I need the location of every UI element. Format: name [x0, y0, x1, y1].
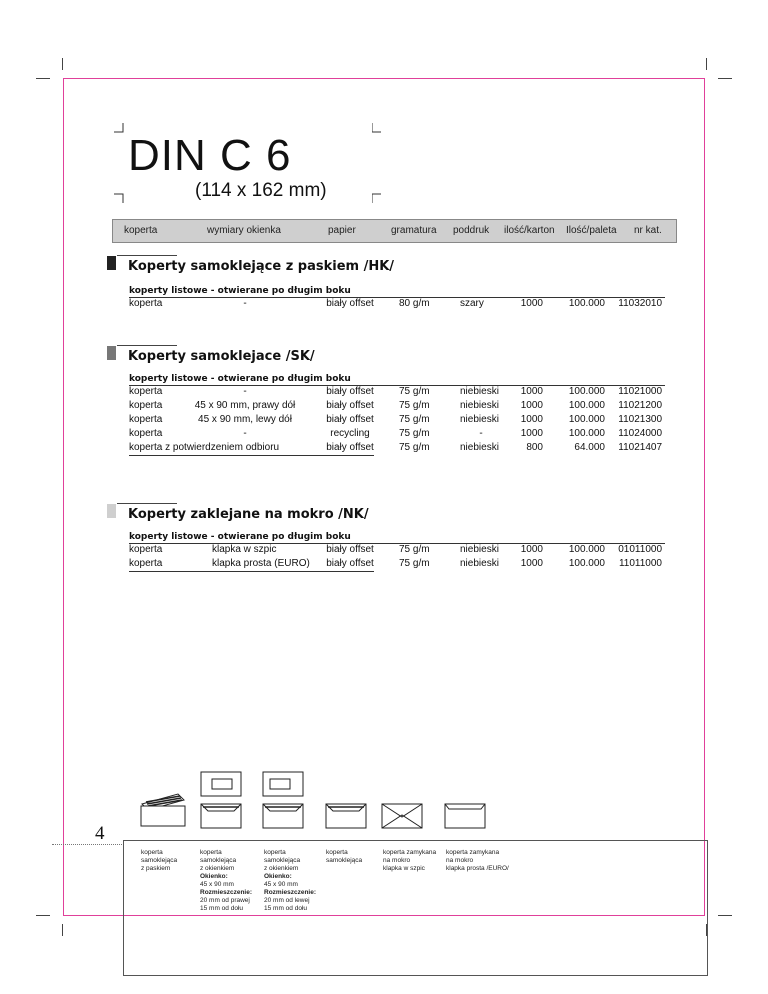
legend-item [446, 849, 509, 873]
cell-paleta: 100.000 [568, 428, 605, 439]
cell-papier: recycling [330, 428, 370, 439]
legend-item [264, 849, 316, 913]
cell-nr: 01011000 [618, 544, 662, 555]
cell-poddruk: niebieski [460, 544, 499, 555]
header-ilosc-karton: ilość/karton [504, 225, 555, 236]
cell-poddruk: szary [460, 298, 484, 309]
cell-karton: 1000 [520, 400, 543, 411]
section-subtitle: koperty listowe - otwierane po długim boku [129, 374, 351, 384]
legend-line: koperta [200, 849, 222, 856]
legend-line: na mokro [446, 857, 474, 864]
legend-line: z paskiem [141, 865, 171, 872]
cell-gramatura: 80 g/m [399, 298, 430, 309]
legend-item [326, 849, 362, 865]
cell-paleta: 100.000 [568, 558, 605, 569]
cell-papier: biały offset [326, 414, 374, 425]
section-subtitle: koperty listowe - otwierane po długim boku [129, 532, 351, 542]
crop-mark [36, 78, 50, 79]
section-marker [107, 256, 116, 270]
crop-mark [718, 78, 732, 79]
legend-line: koperta zamykana [446, 849, 500, 856]
cell-gramatura: 75 g/m [399, 386, 430, 397]
row-divider [129, 455, 374, 456]
cell-nr: 11024000 [618, 428, 662, 439]
legend-line: koperta zamykana [383, 849, 437, 856]
legend-label: Rozmieszczenie: [200, 889, 253, 896]
cell-papier: biały offset [326, 558, 374, 569]
legend-line: na mokro [383, 857, 411, 864]
legend-label: Rozmieszczenie: [264, 889, 317, 896]
section-rule [117, 345, 177, 346]
legend-line: koperta [326, 849, 348, 856]
cell-gramatura: 75 g/m [399, 428, 430, 439]
legend-label: Okienko: [200, 873, 228, 880]
cell-nr: 11021000 [618, 386, 662, 397]
envelope-window-left-icon [262, 771, 304, 829]
cell-gramatura: 75 g/m [399, 442, 430, 453]
crop-mark [36, 915, 50, 916]
cell-karton: 1000 [520, 544, 543, 555]
cell-koperta: koperta [129, 414, 163, 425]
cell-karton: 1000 [520, 298, 543, 309]
envelope-strip-icon [138, 790, 188, 828]
cell-wymiary: - [243, 428, 247, 439]
cell-wymiary: 45 x 90 mm, prawy dół [194, 400, 296, 411]
section-rule [117, 255, 177, 256]
legend-line: z okienkiem [264, 865, 299, 872]
legend-line: 20 mm od prawej [200, 897, 250, 904]
cell-poddruk: niebieski [460, 442, 499, 453]
cell-koperta: koperta [129, 544, 163, 555]
title-bracket [114, 193, 124, 203]
crop-mark [706, 58, 707, 70]
legend-label: Okienko: [264, 873, 292, 880]
cell-poddruk: niebieski [460, 400, 499, 411]
section-title: Koperty samoklejace /SK/ [128, 349, 315, 364]
title-bracket [372, 123, 382, 133]
envelope-straight-flap-icon [444, 803, 486, 829]
cell-koperta: koperta [129, 386, 163, 397]
envelope-selfseal-icon [325, 803, 367, 829]
envelope-pointed-flap-icon [381, 803, 423, 829]
cell-papier: biały offset [326, 400, 374, 411]
header-gramatura: gramatura [391, 225, 437, 236]
legend-line: klapka w szpic [383, 865, 425, 872]
cell-nr: 11021407 [618, 442, 662, 453]
legend-line: 15 mm od dołu [264, 905, 307, 912]
legend-line: 45 x 90 mm [264, 881, 298, 888]
title-bracket [372, 193, 382, 203]
cell-poddruk: - [479, 428, 483, 439]
cell-karton: 1000 [520, 558, 543, 569]
dotted-rule [52, 844, 124, 845]
crop-mark [62, 924, 63, 936]
cell-karton: 1000 [520, 386, 543, 397]
cell-paleta: 64.000 [574, 442, 605, 453]
section-marker [107, 504, 116, 518]
page-subtitle: (114 x 162 mm) [195, 180, 327, 201]
legend-item [141, 849, 177, 873]
cell-poddruk: niebieski [460, 386, 499, 397]
cell-wymiary: 45 x 90 mm, lewy dół [198, 414, 292, 425]
title-bracket [114, 123, 124, 133]
cell-karton: 1000 [520, 428, 543, 439]
section-title: Koperty zaklejane na mokro /NK/ [128, 507, 369, 522]
cell-paleta: 100.000 [568, 544, 605, 555]
header-nr-kat: nr kat. [634, 225, 662, 236]
crop-mark [718, 915, 732, 916]
legend-line: koperta [141, 849, 163, 856]
legend-line: samoklejąca [200, 857, 237, 864]
cell-papier: biały offset [326, 386, 374, 397]
cell-wymiary: klapka w szpic [212, 544, 277, 555]
cell-papier: biały offset [326, 544, 374, 555]
cell-paleta: 100.000 [568, 414, 605, 425]
row-divider [129, 571, 374, 572]
header-ilosc-paleta: Ilość/paleta [566, 225, 617, 236]
cell-paleta: 100.000 [568, 400, 605, 411]
cell-koperta: koperta z potwierdzeniem odbioru [129, 442, 280, 453]
legend-line: koperta [264, 849, 286, 856]
cell-koperta: koperta [129, 428, 163, 439]
legend-line: z okienkiem [200, 865, 235, 872]
cell-gramatura: 75 g/m [399, 400, 430, 411]
cell-koperta: koperta [129, 400, 163, 411]
legend-line: klapka prosta /EURO/ [446, 865, 509, 872]
cell-nr: 11011000 [618, 558, 662, 569]
legend-line: 15 mm od dołu [200, 905, 243, 912]
cell-koperta: koperta [129, 558, 163, 569]
cell-poddruk: niebieski [460, 414, 499, 425]
legend-line: samoklejąca [264, 857, 301, 864]
legend-item [383, 849, 436, 873]
cell-wymiary: - [243, 298, 247, 309]
cell-karton: 800 [526, 442, 543, 453]
page-title: DIN C 6 [128, 131, 292, 180]
legend-line: samoklejąca [326, 857, 363, 864]
header-papier: papier [328, 225, 356, 236]
cell-nr: 11032010 [618, 298, 662, 309]
legend-item [200, 849, 252, 913]
cell-karton: 1000 [520, 414, 543, 425]
legend-line: samoklejąca [141, 857, 178, 864]
envelope-window-right-icon [200, 771, 242, 829]
cell-papier: biały offset [326, 442, 374, 453]
page-number: 4 [95, 823, 105, 844]
cell-papier: biały offset [326, 298, 374, 309]
cell-nr: 11021300 [618, 414, 662, 425]
cell-paleta: 100.000 [568, 386, 605, 397]
cell-gramatura: 75 g/m [399, 544, 430, 555]
cell-paleta: 100.000 [568, 298, 605, 309]
crop-mark [62, 58, 63, 70]
cell-poddruk: niebieski [460, 558, 499, 569]
section-marker [107, 346, 116, 360]
header-koperta: koperta [124, 225, 158, 236]
cell-wymiary: klapka prosta (EURO) [212, 558, 310, 569]
header-wymiary: wymiary okienka [207, 225, 281, 236]
section-title: Koperty samoklejące z paskiem /HK/ [128, 259, 395, 274]
cell-gramatura: 75 g/m [399, 558, 430, 569]
cell-wymiary: - [243, 386, 247, 397]
header-poddruk: poddruk [453, 225, 490, 236]
cell-koperta: koperta [129, 298, 163, 309]
section-rule [117, 503, 177, 504]
legend-line: 45 x 90 mm [200, 881, 234, 888]
legend-line: 20 mm od lewej [264, 897, 310, 904]
cell-gramatura: 75 g/m [399, 414, 430, 425]
cell-nr: 11021200 [618, 400, 662, 411]
section-subtitle: koperty listowe - otwierane po długim boku [129, 286, 351, 296]
